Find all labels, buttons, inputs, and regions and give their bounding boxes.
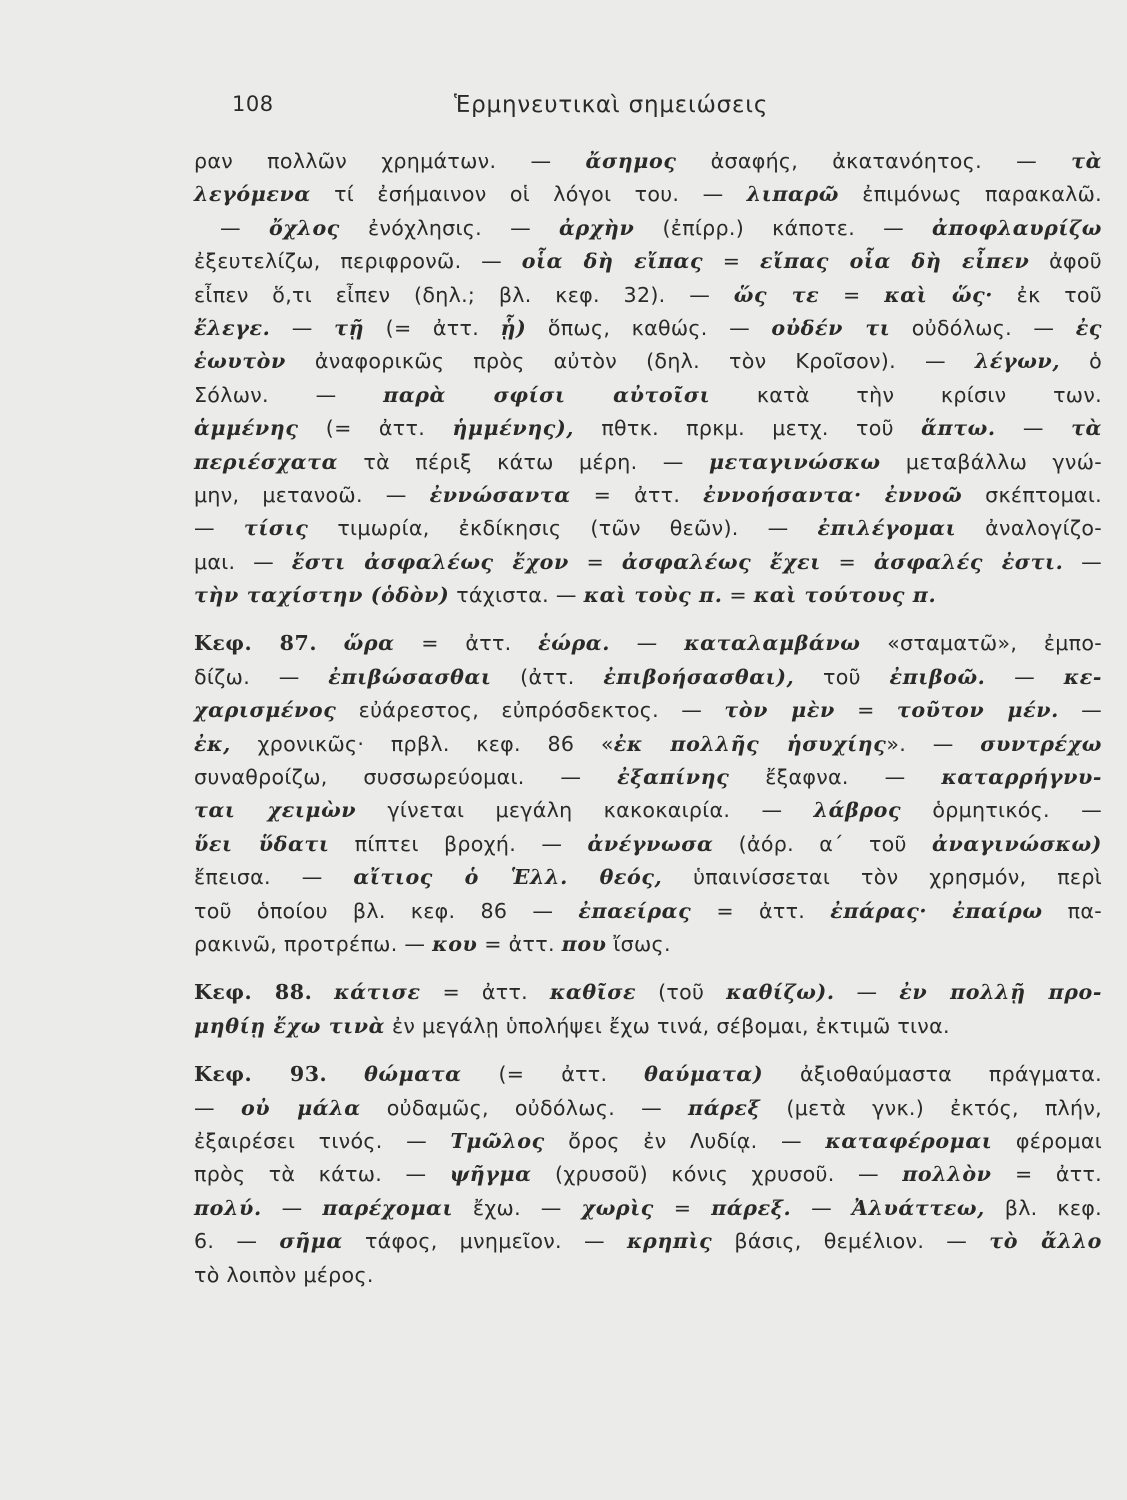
lemma: ὥρα [343,631,395,656]
lemma: ἀνέγνωσα [587,831,714,856]
gloss-text: = [819,282,885,307]
text-line [194,1058,1102,1091]
text-line [194,1259,1102,1292]
lemma: λάβρος [813,798,902,823]
lemma: οἷα δὴ εἴπας [521,249,704,274]
lemma: σῆμα [279,1229,343,1254]
lemma: κάτισε [334,980,421,1005]
gloss-text: μαι. — [194,549,292,574]
lemma: ἐπιλέγομαι [817,516,957,541]
text-line [194,446,1102,479]
lemma: καὶ ὥς· [884,282,993,307]
gloss-text: τοῦ [794,664,890,689]
gloss-text: — [791,1195,852,1220]
lemma: ἐπιβοῶ. [889,664,986,689]
gloss-text: εὐάρεστος, εὐπρόσδεκτος. — [336,698,725,723]
gloss-text: ἐνόχλησις. — [339,215,560,240]
lemma: ἔστι ἀσφαλέως ἔχον [291,549,569,574]
text-line [194,546,1102,579]
gloss-text: — [1063,549,1102,574]
gloss-text: ἐξαιρέσει τινός. — [194,1128,451,1153]
gloss-text: — [270,315,335,340]
lemma: ἐν πολλῇ προ- [899,980,1102,1005]
gloss-text: γίνεται μεγάλη κακοκαιρία. — [356,798,814,823]
text-line [194,279,1102,312]
text-line [194,1225,1102,1258]
lemma: ἅπτω. [921,416,996,441]
lemma: τὴν ταχίστην (ὁδὸν) [194,583,450,608]
chapter-label: Κεφ. 87. [194,631,317,656]
text-line [194,1125,1102,1158]
text-line [194,1010,1102,1043]
gloss-text: πα- [1042,898,1102,923]
gloss-text: ἐπιμόνως παρακαλῶ. [838,182,1103,207]
text-line [194,976,1102,1009]
text-line [194,895,1102,928]
gloss-text: ἀσαφής, ἀκατανόητος. — [676,149,1072,173]
gloss-text: κατὰ τὴν κρίσιν των. [710,382,1102,407]
lemma: εἴπας οἷα δὴ εἶπεν [760,249,1030,274]
gloss-text: εἶπεν ὅ,τι εἶπεν (δηλ.; βλ. κεφ. 32). — [194,282,734,307]
lemma: λέγων, [974,349,1061,374]
lemma: τὸ ἄλλο [989,1229,1102,1254]
page-number: 108 [232,92,274,116]
gloss-text: τάχιστα. — [449,583,584,608]
paragraph-gap [194,961,1102,976]
gloss-text: = ἀττ. [420,980,550,1005]
text-line [194,661,1102,694]
gloss-text: = [820,549,874,574]
gloss-text: — [261,1195,323,1220]
lemma: ἁμμένης [194,416,299,441]
gloss-text: (= ἀττ. [461,1062,645,1087]
lemma: κρηπὶς [627,1229,713,1254]
gloss-text: ἐκ τοῦ [992,282,1103,307]
commentary-text [194,145,1102,1292]
paragraph-gap [194,612,1102,627]
lemma: ἑώρα. [538,631,610,656]
gloss-text [317,631,344,655]
lemma: ψῆγμα [449,1162,532,1187]
text-line [194,345,1102,378]
lemma: ἑωυτὸν [194,349,286,374]
gloss-text: ἀναλογίζο- [956,516,1102,541]
chapter-label: Κεφ. 93. [194,1062,328,1087]
lemma: καταφέρομαι [825,1128,993,1153]
lemma: ἐκ, [194,731,231,756]
gloss-text: ἀξιοθαύμαστα πράγματα. [763,1062,1103,1087]
running-title: Ἑρμηνευτικαὶ σημειώσεις [454,92,769,118]
gloss-text: «σταματῶ», ἐμπο- [860,631,1102,656]
gloss-text: τοῦ ὁποίου βλ. κεφ. 86 — [194,898,579,923]
gloss-text: = [722,583,754,608]
lemma: ἐς [1075,315,1102,340]
text-line [194,312,1102,345]
lemma: θώματα [364,1062,462,1087]
lemma: τὰ [1071,416,1102,441]
gloss-text: — [609,631,685,656]
lemma: πολλὸν [902,1162,992,1187]
lemma: ὥς τε [733,282,820,307]
chapter-label: Κεφ. 88. [194,980,313,1005]
lemma: περιέσχατα [194,449,339,474]
text-line [194,379,1102,412]
gloss-text [862,483,885,507]
gloss-text: ἔξαφνα. — [729,765,942,790]
gloss-text: — [220,215,269,240]
gloss-text: ἐξευτελίζω, περιφρονῶ. — [194,249,522,274]
lemma: ἐκ πολλῆς ἡσυχίης [613,731,887,756]
gloss-text: = ἀττ. [691,898,831,923]
gloss-text: ὁρμητικός. — [901,798,1102,823]
gloss-text: οὐδόλως. — [890,315,1076,340]
lemma: πάρεξ [688,1095,761,1120]
text-line [194,412,1102,445]
lemma: ἀσφαλέως ἔχει [621,549,821,574]
lemma: μεταγινώσκω [708,449,881,474]
gloss-text: πθτκ. πρκμ. μετχ. τοῦ [574,416,922,441]
lemma: λιπαρῶ [746,182,839,207]
gloss-text: (ἀόρ. α΄ τοῦ [713,831,932,856]
lemma: Τμῶλος [450,1128,545,1153]
lemma: πολύ. [194,1195,262,1220]
gloss-text: = ἀττ. [991,1162,1102,1187]
lemma: ἐξαπίνης [617,765,730,790]
lemma: κε- [1063,664,1102,689]
gloss-text: πρὸς τὰ κάτω. — [194,1162,450,1187]
lemma: ἀρχὴν [559,215,635,240]
lemma: θαύματα) [644,1062,764,1087]
gloss-text: (= ἀττ. [298,416,453,441]
lemma: ἐννοῶ [884,482,963,507]
lemma: κου [432,931,478,956]
lemma: χωρὶς [581,1195,654,1220]
text-line [194,861,1102,894]
lemma: ᾗ) [500,315,527,340]
gloss-text: ἀφοῦ [1029,249,1102,274]
lemma: ἐπαίρω [952,898,1043,923]
lemma: ται χειμὼν [194,798,357,823]
text-line [194,694,1102,727]
lemma: μηθίῃ ἔχω τινὰ [194,1013,386,1038]
lemma: καὶ τοὺς π. [583,583,723,608]
lemma: ἐννοήσαντα· [703,482,862,507]
lemma: αἴτιος ὁ Ἑλλ. θεός, [353,865,663,890]
gloss-text: οὐδαμῶς, οὐδόλως. — [360,1095,689,1120]
lemma: χαρισμένος [194,698,337,723]
lemma: συντρέχω [980,731,1102,756]
gloss-text: μην, μετανοῶ. — [194,482,430,507]
gloss-text: φέρομαι [992,1128,1102,1153]
gloss-text: ὅπως, καθώς. — [526,315,772,340]
gloss-text: ὑπαινίσσεται τὸν χρησμόν, περὶ [662,865,1102,890]
gloss-text: 6. — [194,1229,280,1254]
gloss-text: ἔχω. — [453,1195,582,1220]
text-line [194,928,1102,961]
text-line [194,579,1102,612]
gloss-text: ἴσως. [606,931,671,956]
text-line [194,794,1102,827]
gloss-text [327,1062,364,1086]
gloss-text: ἔπεισα. — [194,865,354,890]
gloss-text: ρακινῶ, προτρέπω. — [194,931,433,956]
lemma: που [561,931,607,956]
gloss-text: ὄρος ἐν Λυδίᾳ. — [544,1128,826,1153]
lemma: ὄχλος [268,215,340,240]
gloss-text: σκέπτομαι. [962,482,1103,507]
gloss-text: (ἀττ. [491,664,604,689]
text-line [194,512,1102,545]
gloss-text: Σόλων. — [194,382,384,407]
lemma: τίσις [243,516,309,541]
gloss-text: (= ἀττ. [364,315,501,340]
gloss-text: πίπτει βροχή. — [329,831,588,856]
gloss-text: δίζω. — [194,664,329,689]
lemma: τοῦτον μέν. [896,698,1059,723]
lemma: καθίζω). [726,980,835,1005]
gloss-text: ἀναφορικῶς πρὸς αὐτὸν (δηλ. τὸν Κροῖσον). — [285,349,975,374]
gloss-text: — [985,664,1064,689]
gloss-text: = [703,249,761,274]
lemma: ἀποφλαυρίζω [932,215,1102,240]
text-line [194,1192,1102,1225]
lemma: ἀσφαλές ἐστι. [873,549,1064,574]
gloss-text: — [1058,698,1103,723]
gloss-text: (χρυσοῦ) κόνις χρυσοῦ. — [531,1162,903,1187]
gloss-text: βλ. κεφ. [984,1195,1102,1220]
text-line [194,761,1102,794]
gloss-text: (μετὰ γνκ.) ἐκτός, πλήν, [760,1095,1103,1120]
lemma: τῇ [334,315,365,340]
gloss-text: — [995,416,1072,441]
gloss-text: τὰ πέριξ κάτω μέρη. — [338,449,709,474]
lemma: ὕει ὕδατι [194,831,330,856]
lemma: καταρρήγνυ- [941,765,1102,790]
lemma: ἐπάρας· [830,898,928,923]
lemma: παρὰ σφίσι αὐτοῖσι [383,382,711,407]
gloss-text: (τοῦ [636,980,727,1005]
gloss-text [927,899,952,923]
gloss-text: = [568,549,622,574]
text-line [194,178,1102,211]
text-line [194,212,1102,245]
lemma: τὰ [1071,149,1103,173]
text-line [194,145,1102,178]
lemma: παρέχομαι [322,1195,454,1220]
gloss-text: = ἀττ. [570,482,704,507]
text-line [194,479,1102,512]
lemma: ἀναγινώσκω) [932,831,1103,856]
lemma: καθῖσε [549,980,637,1005]
running-head [222,92,1102,128]
gloss-text: = [834,698,897,723]
lemma: ἐννώσαντα [429,482,571,507]
text-line [194,627,1102,660]
lemma: οὐ μάλα [240,1095,361,1120]
gloss-text: τιμωρία, ἐκδίκησις (τῶν θεῶν). — [308,516,818,541]
gloss-text: = [653,1195,712,1220]
text-line [194,1092,1102,1125]
gloss-text: ραν πολλῶν χρημάτων. — [194,149,586,173]
gloss-text: χρονικῶς· πρβλ. κεφ. 86 « [230,731,614,756]
lemma: λεγόμενα [194,182,311,207]
gloss-text: ἐν μεγάλῃ ὑπολήψει ἔχω τινά, σέβομαι, ἐκτιμῶ τινα. [385,1013,950,1038]
gloss-text: — [194,516,244,541]
gloss-text: συναθροίζω, συσσωρεύομαι. — [194,765,618,790]
gloss-text: βάσις, θεμέλιον. — [712,1229,990,1254]
lemma: καὶ τούτους π. [753,583,937,608]
lemma: καταλαμβάνω [684,631,861,656]
paragraph-gap [194,1043,1102,1058]
text-line [194,728,1102,761]
text-line [194,1158,1102,1191]
lemma: πάρεξ. [711,1195,792,1220]
lemma: ἔλεγε. [194,315,271,340]
text-line [194,828,1102,861]
lemma: ἐπιβώσασθαι [328,664,492,689]
gloss-text: τὸ λοιπὸν μέρος. [194,1262,374,1287]
gloss-text: = ἀττ. [394,631,539,656]
lemma: ἄσημος [585,149,677,173]
gloss-text: μεταβάλλω γνώ- [880,449,1102,474]
lemma: οὐδέν τι [771,315,891,340]
lemma: ἡμμένης), [452,416,575,441]
lemma: ἐπαείρας [578,898,692,923]
gloss-text: — [194,1095,241,1120]
lemma: τὸν μὲν [724,698,835,723]
text-line [194,245,1102,278]
gloss-text: — [834,980,900,1005]
gloss-text: (ἐπίρρ.) κάποτε. — [634,215,933,240]
gloss-text: τάφος, μνημεῖον. — [342,1229,628,1254]
gloss-text: ». — [886,731,981,756]
gloss-text [312,980,334,1004]
gloss-text: = ἀττ. [477,931,562,956]
lemma: Ἀλυάττεω, [851,1195,985,1220]
gloss-text: τί ἐσήμαινον οἱ λόγοι του. — [310,182,747,207]
lemma: ἐπιβοήσασθαι), [603,664,795,689]
gloss-text: ὁ [1060,349,1103,374]
